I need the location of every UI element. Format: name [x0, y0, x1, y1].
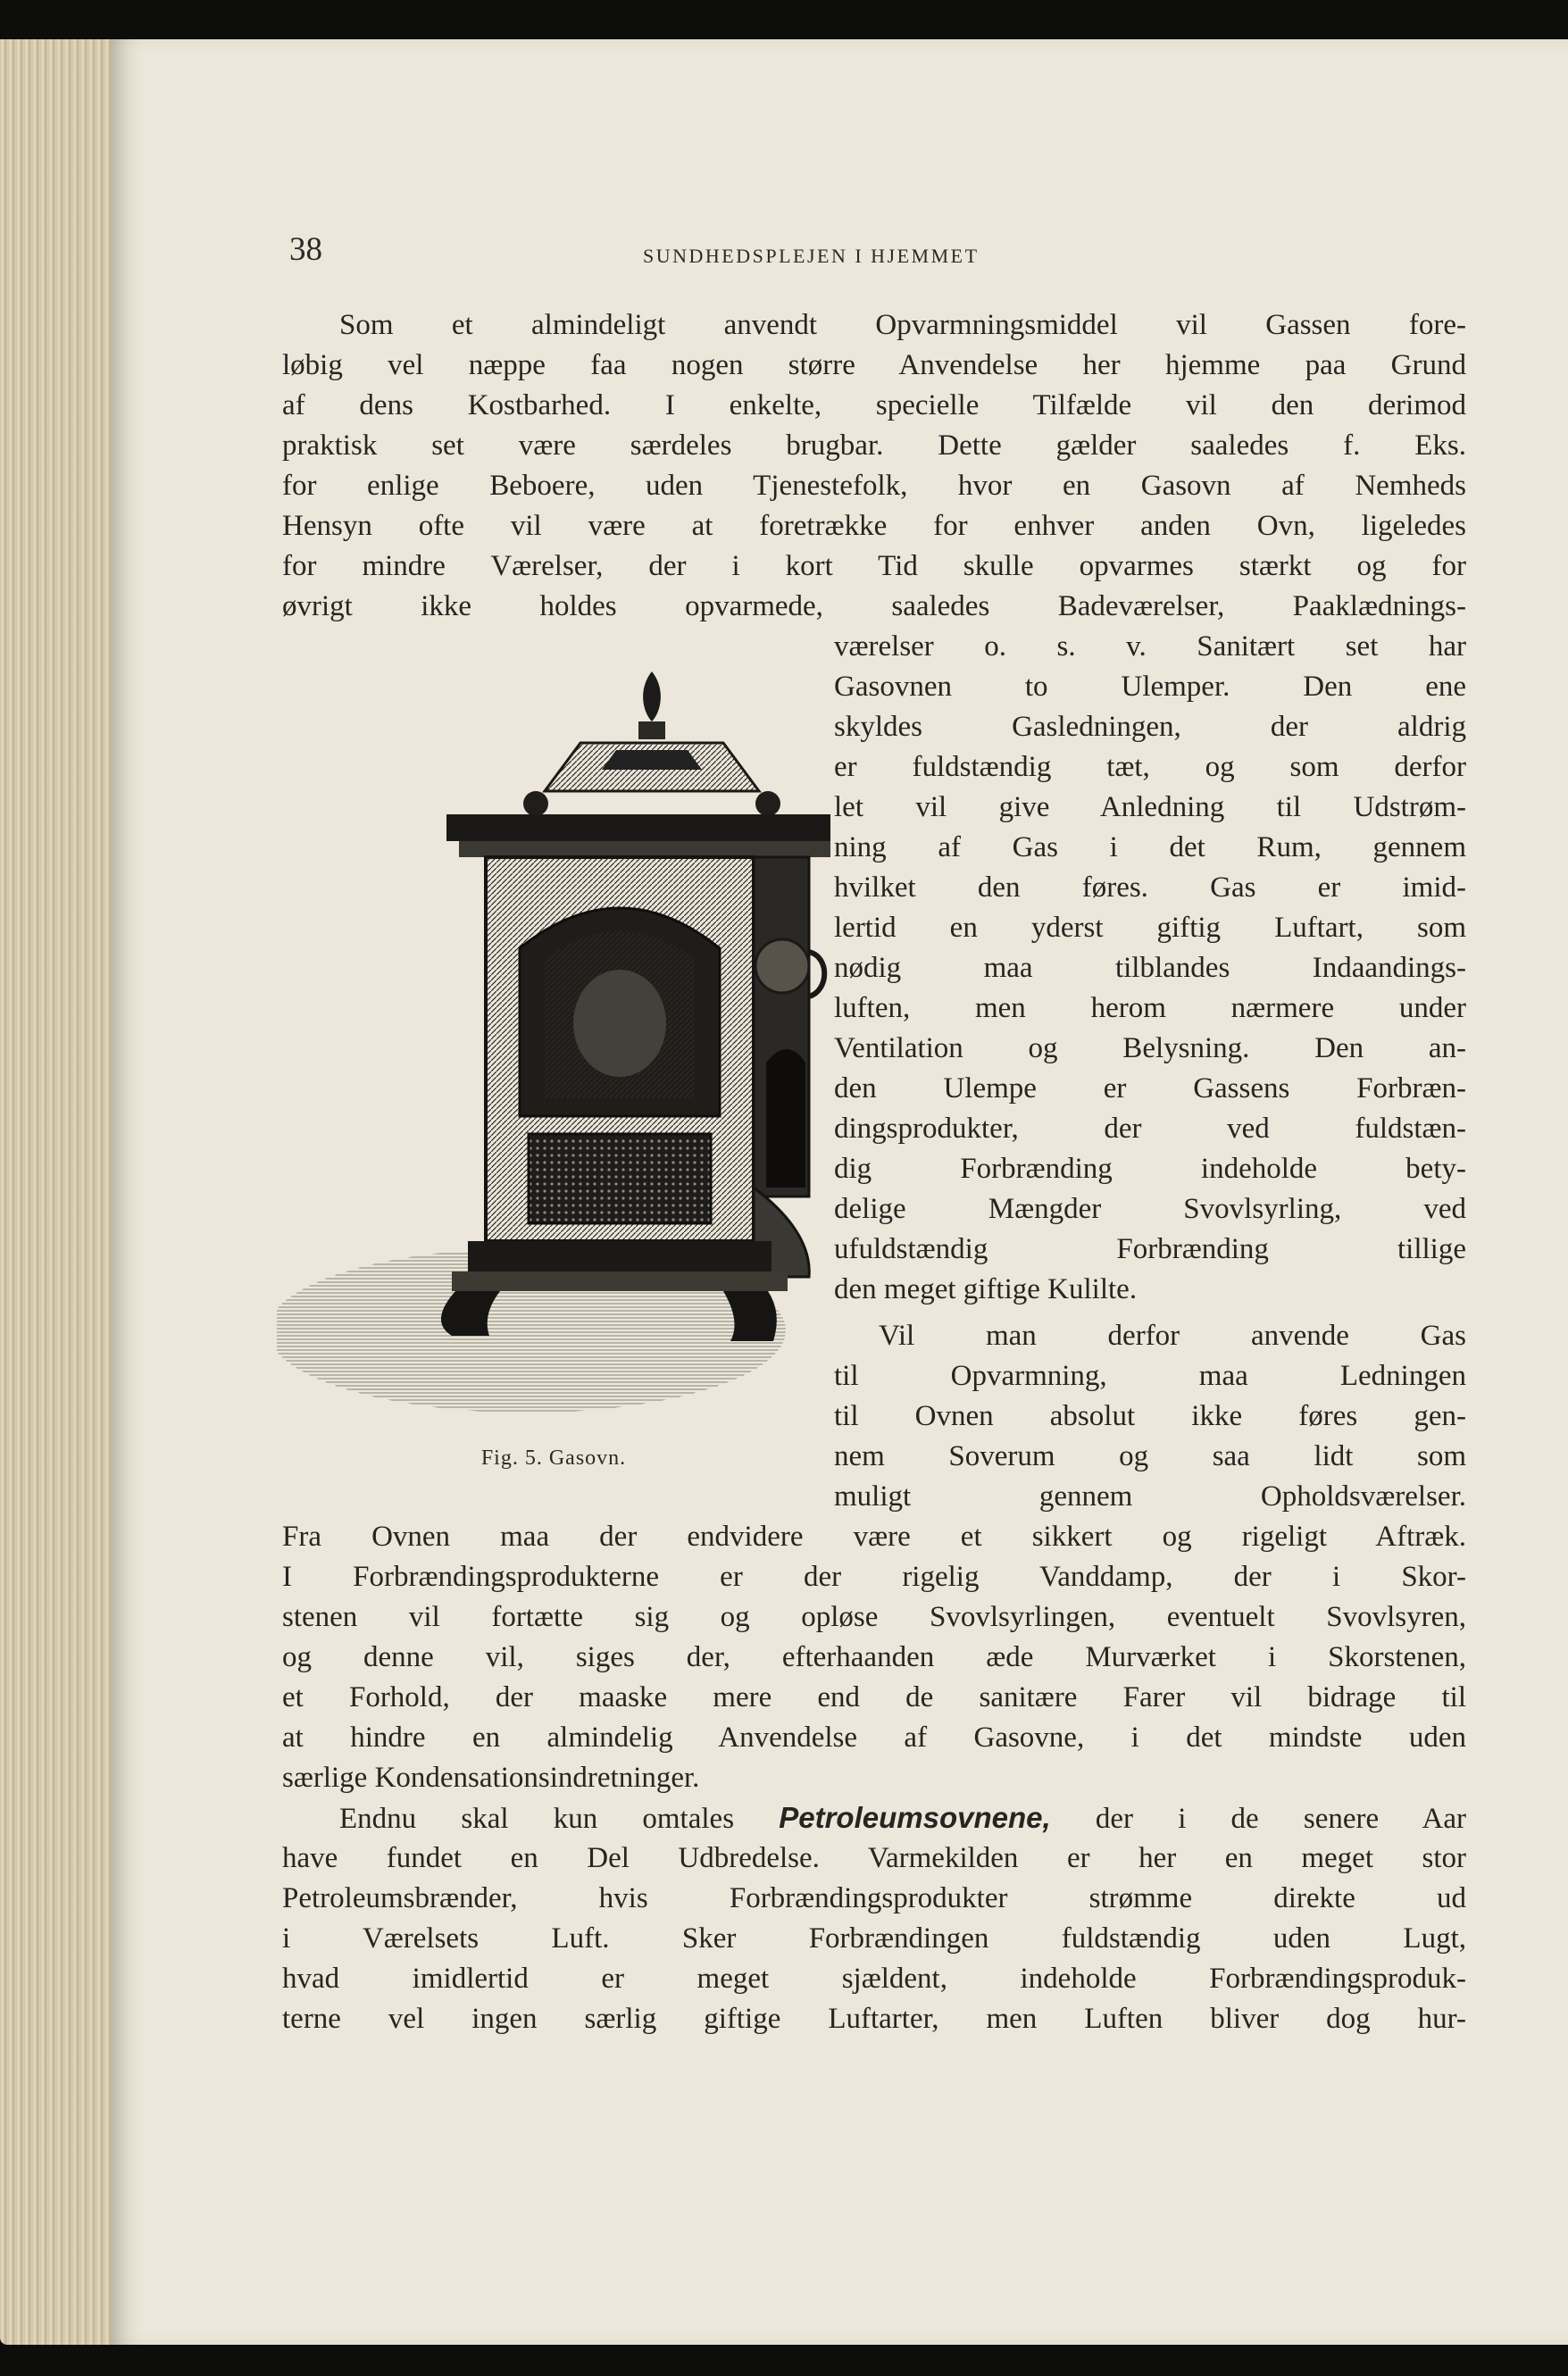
text-line: stenen vil fortætte sig og opløse Svovlsyrlingen, eventuelt Svovlsyren,	[282, 1601, 1466, 1633]
text-line: til Opvarmning, maa Ledningen	[834, 1360, 1466, 1392]
text-line: Fra Ovnen maa der endvidere være et sikkert og rigeligt Aftræk.	[282, 1521, 1466, 1553]
text-line: Petroleumsbrænder, hvis Forbrændingsprodukter strømme direkte ud	[282, 1882, 1466, 1914]
figure-caption: Fig. 5. Gasovn.	[480, 1446, 627, 1470]
text-line: ning af Gas i det Rum, gennem	[834, 831, 1466, 863]
text-line: I Forbrændingsprodukterne er der rigelig Vanddamp, der i Skor-	[282, 1561, 1466, 1593]
running-head	[0, 230, 1568, 275]
text-line: dingsprodukter, der ved fuldstæn-	[834, 1113, 1466, 1145]
text-line: den Ulempe er Gassens Forbræn-	[834, 1072, 1466, 1105]
text-line: løbig vel næppe faa nogen større Anvendelse her hjemme paa Grund	[282, 349, 1466, 381]
text-line: ufuldstændig Forbrænding tillige	[834, 1233, 1466, 1265]
text-line: af dens Kostbarhed. I enkelte, specielle Tilfælde vil den derimod	[282, 389, 1466, 421]
text-line: øvrigt ikke holdes opvarmede, saaledes Badeværelser, Paaklædnings-	[282, 590, 1466, 622]
text-line: i Værelsets Luft. Sker Forbrændingen fuldstændig uden Lugt,	[282, 1922, 1466, 1955]
door-medallion	[573, 970, 666, 1077]
corner-ornament	[755, 791, 780, 816]
running-title: SUNDHEDSPLEJEN I HJEMMET	[643, 245, 980, 267]
text-line: hvad imidlertid er meget sjældent, indeholde Forbrændingsproduk-	[282, 1963, 1466, 1995]
text-line: den meget giftige Kulilte.	[834, 1273, 1138, 1305]
text-line: for mindre Værelser, der i kort Tid skulle opvarmes stærkt og for	[282, 550, 1466, 582]
text-line: lertid en yderst giftig Luftart, som	[834, 912, 1466, 944]
text-line: er fuldstændig tæt, og som derfor	[834, 751, 1466, 783]
corner-ornament	[523, 791, 548, 816]
text-line: nødig maa tilblandes Indaandings-	[834, 952, 1466, 984]
text-line: delige Mængder Svovlsyrling, ved	[834, 1193, 1466, 1225]
book-page-edges	[0, 39, 118, 2345]
plinth	[468, 1241, 771, 1271]
text-line: Ventilation og Belysning. Den an-	[834, 1032, 1466, 1064]
text-line: nem Soverum og saa lidt som	[834, 1440, 1466, 1472]
text-segment: der i de senere Aar	[1095, 1803, 1467, 1835]
cornice	[446, 814, 830, 841]
text-line: og denne vil, siges der, efterhaanden æde Murværket i Skorstenen,	[282, 1641, 1466, 1673]
text-line: Vil man derfor anvende Gas	[879, 1320, 1466, 1352]
text-segment: Endnu skal kun omtales	[339, 1803, 735, 1835]
text-line: Som et almindeligt anvendt Opvarmningsmiddel vil Gassen fore-	[339, 309, 1466, 341]
text-line: have fundet en Del Udbredelse. Varmekilden er her en meget stor	[282, 1842, 1466, 1874]
figure-gas-stove	[277, 616, 830, 1470]
emphasized-term: Petroleumsovnene,	[779, 1801, 1051, 1834]
side-valve	[755, 939, 809, 993]
text-line: værelser o. s. v. Sanitært set har	[834, 630, 1466, 663]
text-line: Hensyn ofte vil være at foretrække for enhver anden Ovn, ligeledes	[282, 510, 1466, 542]
gas-stove-illustration	[277, 616, 830, 1438]
text-line: skyldes Gasledningen, der aldrig	[834, 711, 1466, 743]
text-line: Gasovnen to Ulemper. Den ene	[834, 671, 1466, 703]
finial	[643, 671, 661, 721]
text-line: terne vel ingen særlig giftige Luftarter, men Luften bliver dog hur-	[282, 2003, 1466, 2035]
fire-opening	[766, 1049, 805, 1188]
text-line: at hindre en almindelig Anvendelse af Gasovne, i det mindste uden	[282, 1722, 1466, 1754]
text-line: til Ovnen absolut ikke føres gen-	[834, 1400, 1466, 1432]
lower-grille	[529, 1134, 711, 1223]
text-line: muligt gennem Opholdsværelser.	[834, 1480, 1466, 1513]
text-line: særlige Kondensationsindretninger.	[282, 1762, 700, 1794]
page-number: 38	[289, 231, 322, 268]
text-line: praktisk set være særdeles brugbar. Dette gælder saaledes f. Eks.	[282, 429, 1466, 462]
text-line: dig Forbrænding indeholde bety-	[834, 1153, 1466, 1185]
text-line: for enlige Beboere, uden Tjenestefolk, hvor en Gasovn af Nemheds	[282, 470, 1466, 502]
text-line	[339, 1798, 1466, 1838]
text-line: luften, men herom nærmere under	[834, 992, 1466, 1024]
text-line: let vil give Anledning til Udstrøm-	[834, 791, 1466, 823]
text-line: et Forhold, der maaske mere end de sanitære Farer vil bidrage til	[282, 1681, 1466, 1713]
text-line: hvilket den føres. Gas er imid-	[834, 871, 1466, 904]
